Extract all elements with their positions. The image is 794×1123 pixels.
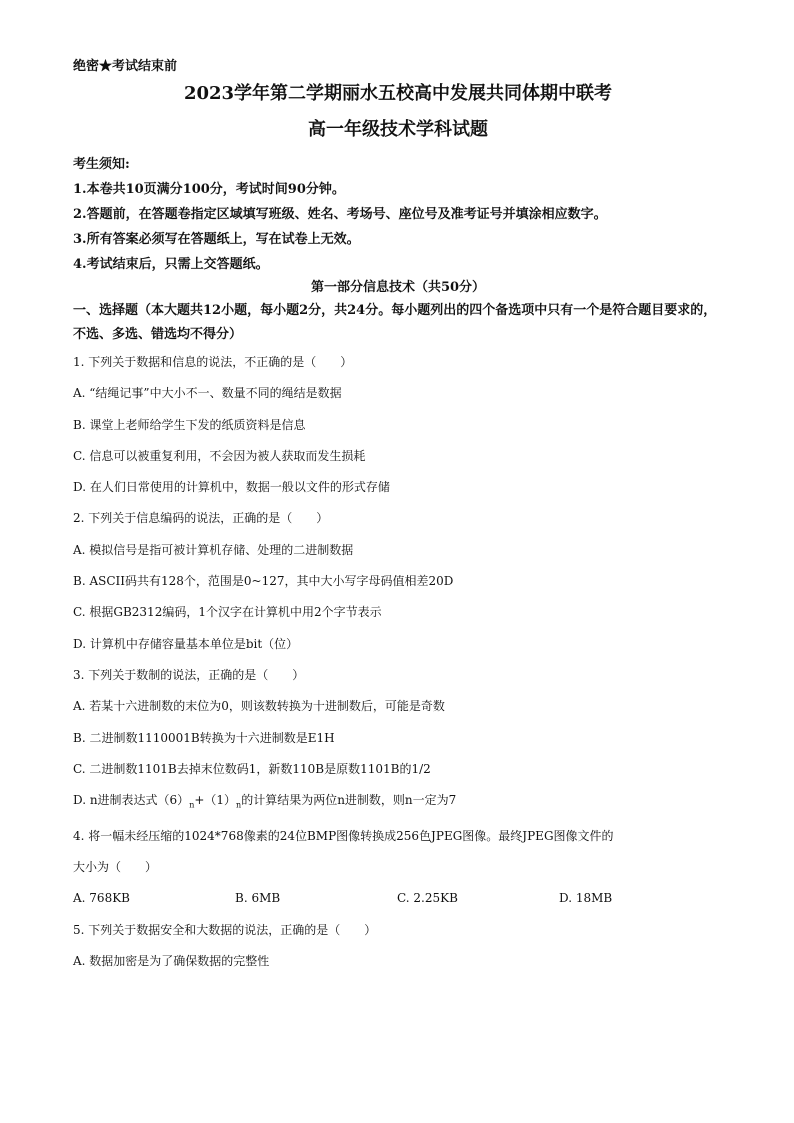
question-option: A. 模拟信号是指可被计算机存储、处理的二进制数据 <box>73 542 354 557</box>
option-d-suffix: 的计算结果为两位n进制数，则n一定为7 <box>241 793 457 808</box>
question-option: A. 数据加密是为了确保数据的完整性 <box>73 954 270 969</box>
section-title: 一、选择题（本大题共12小题，每小题2分，共24分。每小题列出的四个备选项中只有一个是符合题目要求的，不选、多选、错选均不得分） <box>73 303 717 342</box>
question-option: B. 6MB <box>235 891 281 906</box>
question-stem: 3. 下列关于数制的说法，正确的是（ ） <box>73 667 305 682</box>
exam-title: 2023学年第二学期丽水五校高中发展共同体期中联考 <box>183 83 613 104</box>
question-option: D. 18MB <box>559 891 613 906</box>
question-option: C. 根据GB2312编码，1个汉字在计算机中用2个字节表示 <box>73 605 382 620</box>
option-d-subscript: n <box>236 800 242 810</box>
part-title: 第一部分信息技术（共50分） <box>310 280 486 295</box>
exam-page <box>73 58 723 977</box>
question-stem: 1. 下列关于数据和信息的说法，不正确的是（ ） <box>73 355 353 369</box>
question-option-d <box>73 785 723 821</box>
option-d-middle: +（1） <box>194 793 237 808</box>
notes-item: 2.答题前，在答题卷指定区域填写班级、姓名、考场号、座位号及准考证号并填涂相应数字。 <box>73 207 607 222</box>
notes-item: 1.本卷共10页满分100分，考试时间90分钟。 <box>73 182 345 197</box>
notes-item: 3.所有答案必须写在答题纸上，写在试卷上无效。 <box>73 232 360 247</box>
question-stem: 5. 下列关于数据安全和大数据的说法，正确的是（ ） <box>73 922 377 937</box>
candidate-notes <box>73 152 723 277</box>
question-stem-continued: 大小为（ ） <box>73 860 158 875</box>
option-d-subscript: n <box>189 800 195 810</box>
confidential-label: 绝密★考试结束前 <box>73 59 178 74</box>
question-option: C. 信息可以被重复利用，不会因为被人获取而发生损耗 <box>73 448 366 463</box>
notes-item: 4.考试结束后，只需上交答题纸。 <box>73 257 269 272</box>
notes-heading: 考生须知: <box>73 157 130 172</box>
question-option: C. 2.25KB <box>397 891 458 906</box>
question-stem: 2. 下列关于信息编码的说法，正确的是（ ） <box>73 511 329 526</box>
question-option: B. 课堂上老师给学生下发的纸质资料是信息 <box>73 417 306 432</box>
option-d-prefix: D. n进制表达式（6） <box>73 793 190 808</box>
exam-subtitle: 高一年级技术学科试题 <box>308 119 488 140</box>
question-option: D. 计算机中存储容量基本单位是bit（位） <box>73 636 299 651</box>
question-option: B. ASCII码共有128个，范围是0~127，其中大小写字母码值相差20D <box>73 574 454 589</box>
question-option: A. 768KB <box>73 891 130 906</box>
options-row <box>73 883 723 914</box>
question-option: C. 二进制数1101B去掉末位数码1，新数110B是原数1101B的1/2 <box>73 761 431 776</box>
question-stem: 4. 将一幅未经压缩的1024*768像素的24位BMP图像转换成256色JPEG图像。最终JPEG图像文件的 <box>73 828 614 843</box>
question-option: B. 二进制数1110001B转换为十六进制数是E1H <box>73 730 335 745</box>
question-option: D. 在人们日常使用的计算机中，数据一般以文件的形式存储 <box>73 480 390 495</box>
question-option: A. 若某十六进制数的末位为0，则该数转换为十进制数后，可能是奇数 <box>73 699 445 714</box>
question-option: A. “结绳记事”中大小不一、数量不同的绳结是数据 <box>73 386 342 401</box>
